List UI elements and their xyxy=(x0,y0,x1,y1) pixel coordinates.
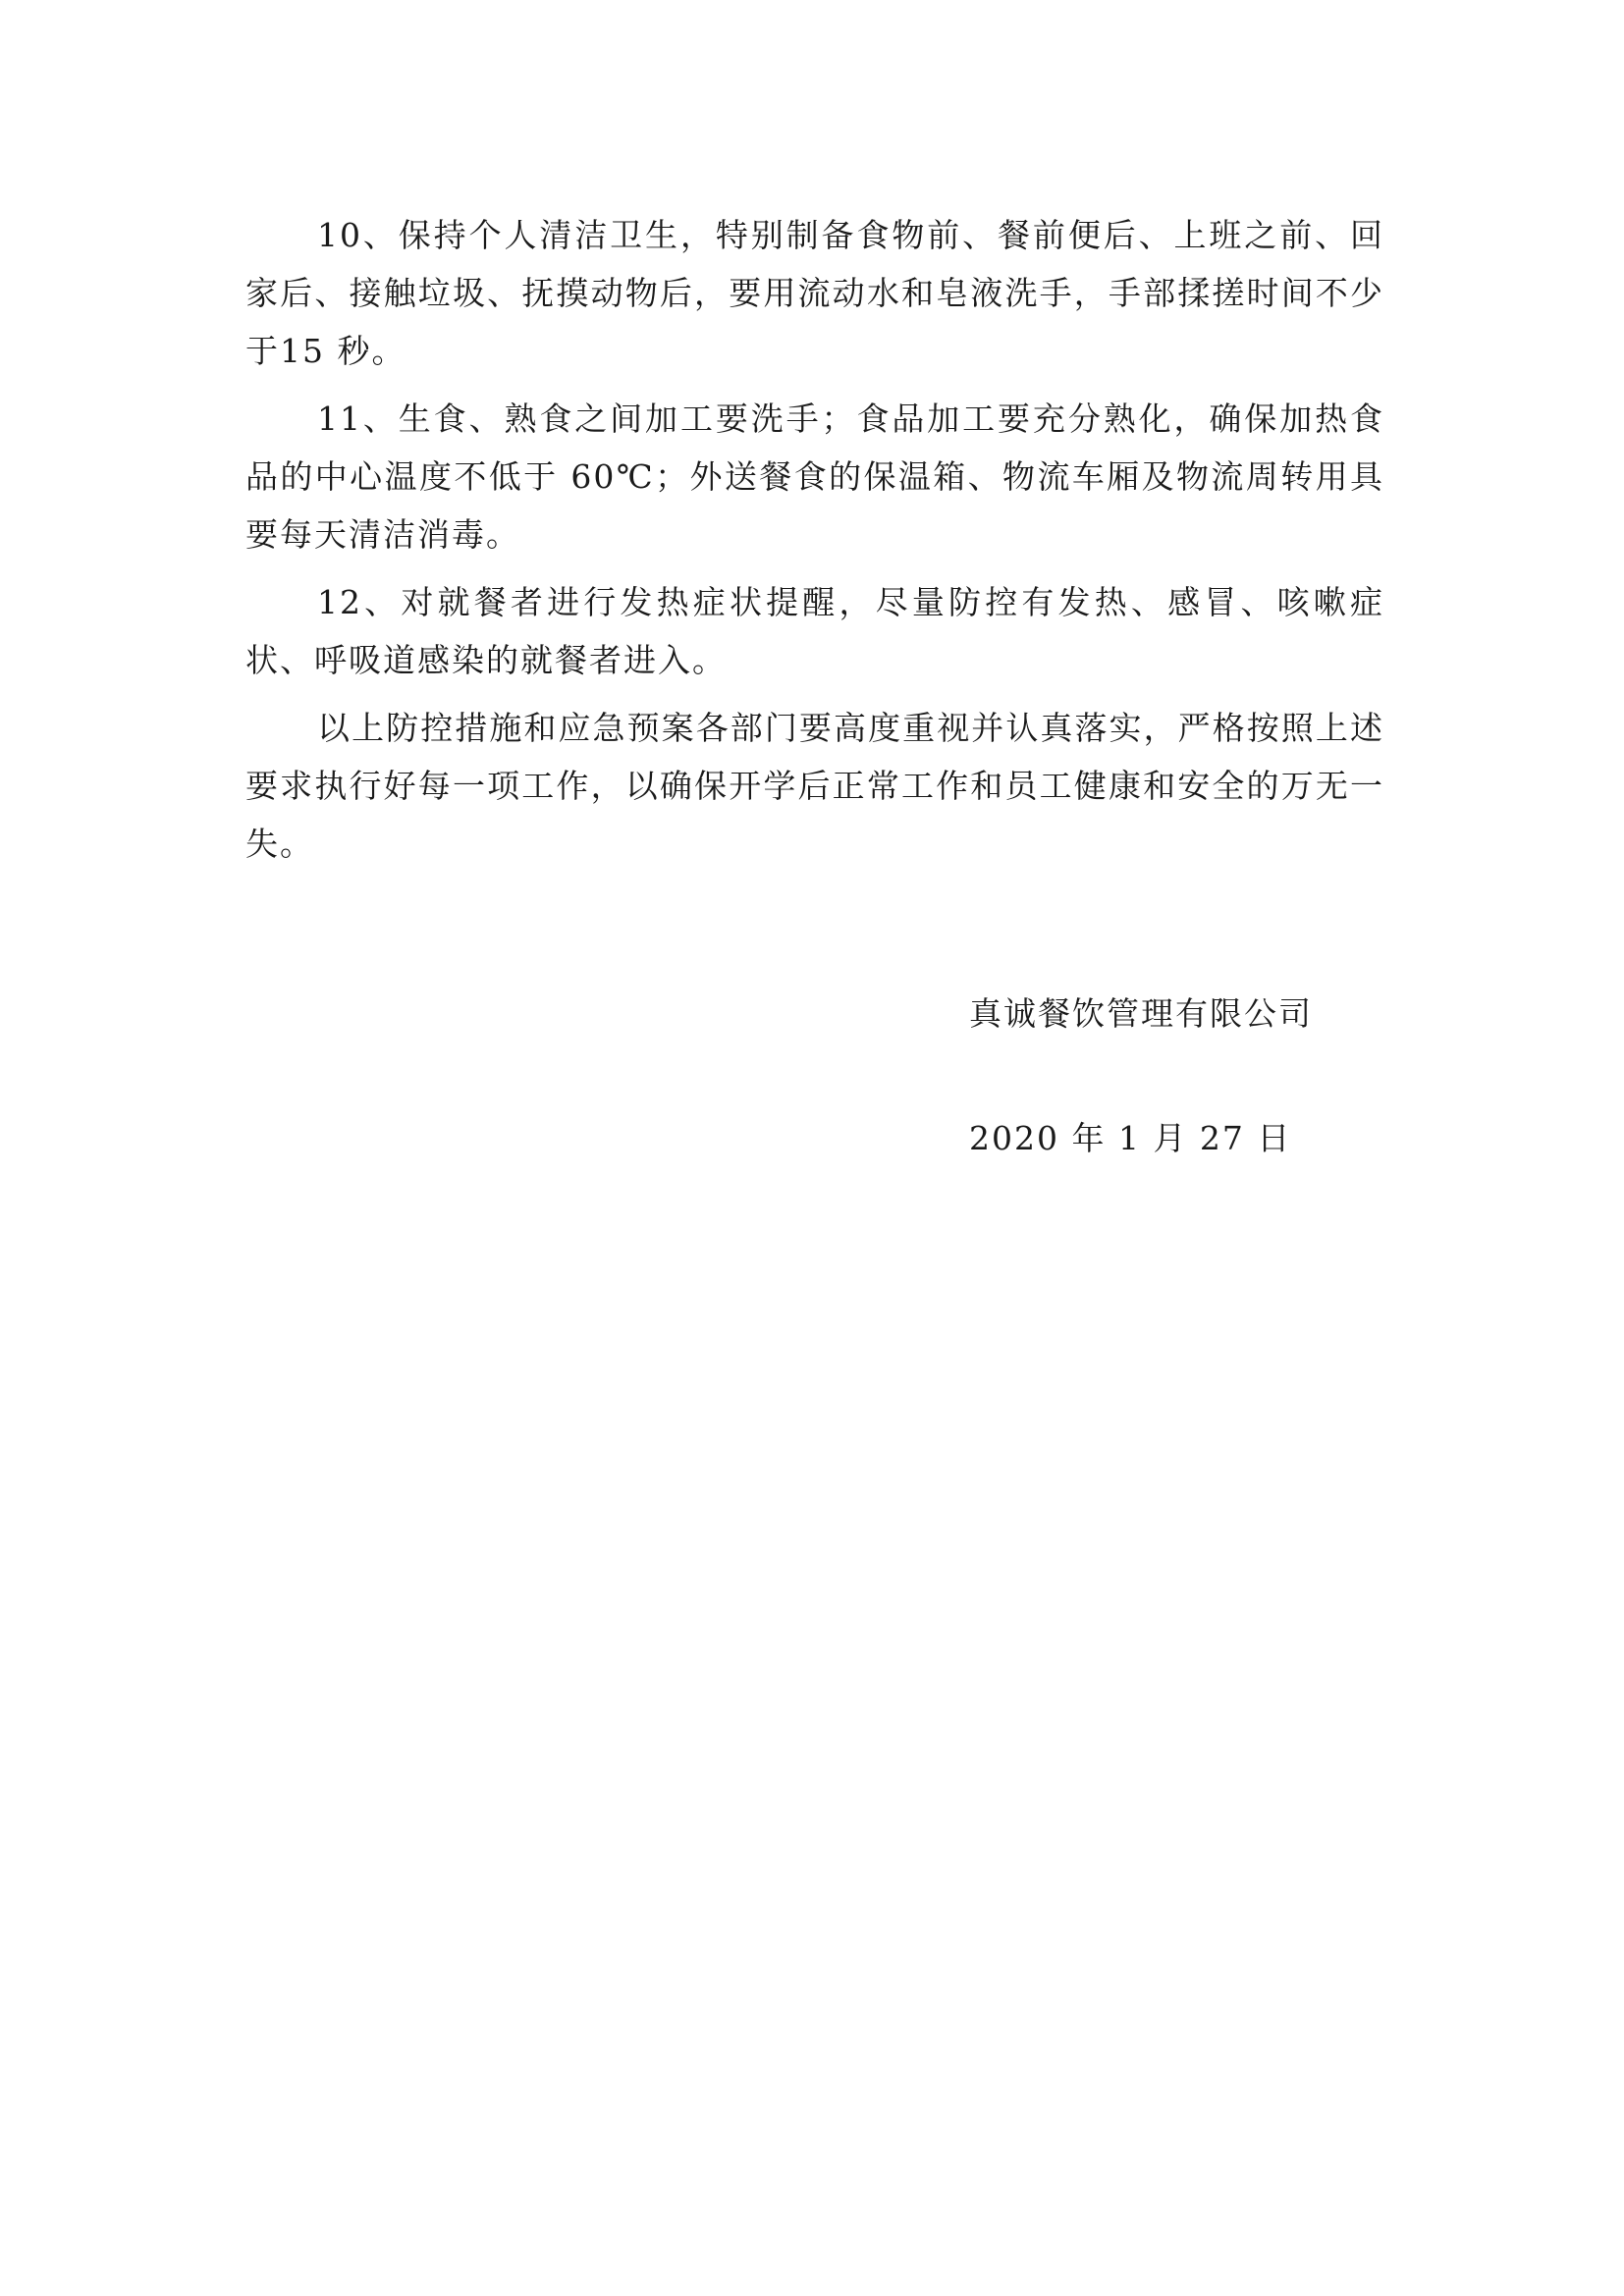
paragraph-item-11: 11、生食、熟食之间加工要洗手；食品加工要充分熟化，确保加热食品的中心温度不低于 60℃；外送餐食的保温箱、物流车厢及物流周转用具要每天清洁消毒。 xyxy=(245,400,1384,554)
signature-company: 真诚餐饮管理有限公司 xyxy=(969,994,1313,1033)
document-body xyxy=(245,206,1384,882)
paragraph-item-10: 10、保持个人清洁卫生，特别制备食物前、餐前便后、上班之前、回家后、接触垃圾、抚摸动物后，要用流动水和皂液洗手，手部揉搓时间不少于15 秒。 xyxy=(245,216,1384,370)
closing-paragraph: 以上防控措施和应急预案各部门要高度重视并认真落实，严格按照上述要求执行好每一项工作，以确保开学后正常工作和员工健康和安全的万无一失。 xyxy=(245,709,1384,863)
paragraph-item-12: 12、对就餐者进行发热症状提醒，尽量防控有发热、感冒、咳嗽症状、呼吸道感染的就餐者进入。 xyxy=(245,583,1384,679)
signature-date: 2020 年 1 月 27 日 xyxy=(969,1119,1292,1157)
